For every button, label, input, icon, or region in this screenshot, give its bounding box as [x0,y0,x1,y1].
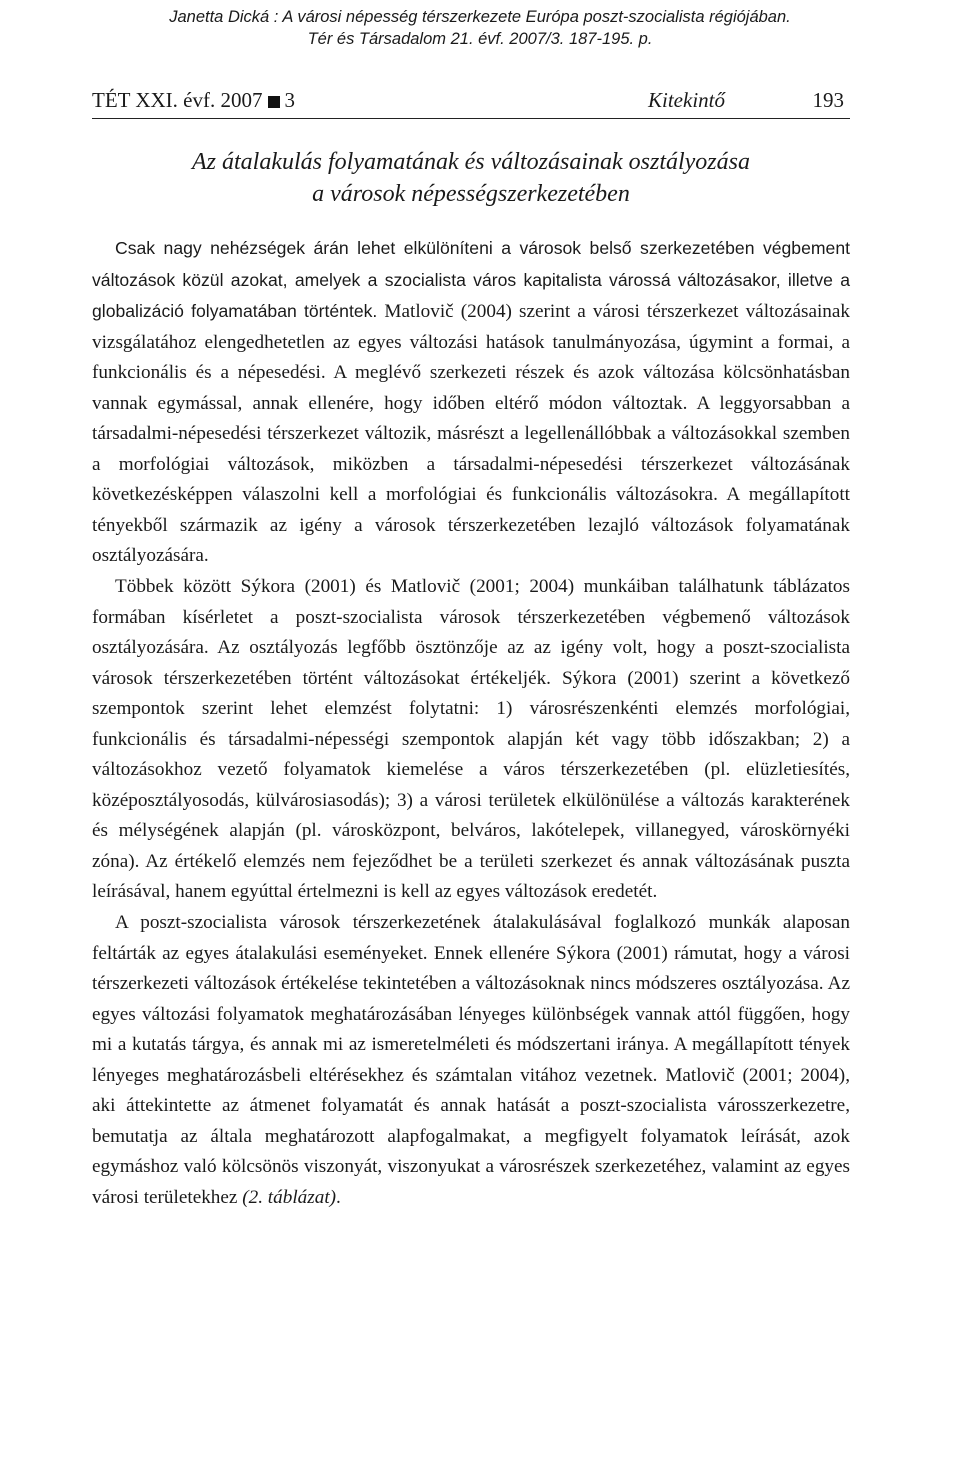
paragraph-1 [92,233,850,572]
paragraph-2 [92,572,850,908]
page-number: 193 [812,88,844,112]
table-reference: (2. táblázat) [242,1186,337,1208]
citation-line-2: Tér és Társadalom 21. évf. 2007/3. 187-195. p. [307,30,653,48]
paragraph-3-text: A poszt-szocialista városok térszerkezetének átalakulásával foglalkozó munkák alaposan feltárták az egyes átalakulási eseményeket. Ennek ellenére Sýkora (2001) rámutat, hogy a városi térszerkezeti változások értékelése tekintetében a változásoknak nincs módszeres osztályozása. Az egyes változási folyamatok meghatározásában lényeges különbségek vannak attól függően, hogy mi a kutatás tárgya, és annak mi az ismeretelméleti és módszertani iránya. A megállapított tények lényeges meghatározásbeli eltérésekhez és számtalan vitához vezetnek. Matlovič (2001; 2004), aki áttekintette az átmenet folyamatát és annak hatását a poszt-szocialista városszerkezetre, bemutatja az általa meghatározott alapfogalmakat, a megfigyelt folyamatok leírását, azok egymáshoz való kölcsönös viszonyát, viszonyukat a városrészek szerkezetéhez, valamint az egyes városi területekhez [92,912,850,1208]
square-bullet-icon [268,96,280,108]
citation-line-1: Janetta Dická : A városi népesség térszerkezete Európa poszt-szocialista régiójában. [169,8,791,26]
title-line-1: Az átalakulás folyamatának és változásainak osztályozása [192,149,750,175]
paragraph-3 [92,908,850,1213]
section-name: Kitekintő [648,88,725,112]
paragraph-2-text: Többek között Sýkora (2001) és Matlovič (2001; 2004) munkáiban találhatunk táblázatos formában kísérletet a poszt-szocialista városok térszerkezetében végbemenő változások osztályozására. Az osztályozás legfőbb ösztönzője az az igény volt, hogy a poszt-szocialista városok térszerkezetében történt változásokat értékeljék. Sýkora (2001) szerint a következő szempontok szerint lehet elemzést folytatni: 1) városrészenkénti elemzés morfológiai, funkcionális és társadalmi-népességi szempontok alapján két vagy több időszakban; 2) a változásokhoz vezető folyamatok kiemelése a város térszerkezetében (pl. elüzletiesítés, középosztályosodás, külvárosiasodás); 3) a városi területek elkülönülése a változás karakterének és mélységének alapján (pl. városközpont, belváros, lakótelepek, villanegyed, városkörnyéki zóna). Az értékelő elemzés nem fejeződhet be a területi szerkezet és annak változásának puszta leírásával, hanem egyúttal értelmezni is kell az egyes változások eredetét. [92,576,850,903]
article-title [92,146,850,210]
journal-issue [92,88,295,113]
journal-name: TÉT XXI. évf. 2007 [92,88,263,112]
paragraph-1-text: Matlovič (2004) szerint a városi térszerkezet változásainak vizsgálatához elengedhetetlen az egyes változási hatások tanulmányozása, úgymint a formai, a funkcionális és a népesedési. A meglévő szerkezeti részek és azok változása kölcsönhatásban vannak egymással, annak ellenére, hogy időben eltérő módon változtak. A leggyorsabban a társadalmi-népesedési térszerkezet változik, másrészt a legellenállóbbak a változásokkal szemben a morfológiai változások, miközben a társadalmi-népesedési térszerkezet változásának következésképpen válaszolni kell a morfológiai és funkcionális változásokra. A megállapított tényekből származik az igény a városok térszerkezetében lezajló változások folyamatának osztályozására. [92,301,850,567]
issue-number: 3 [284,88,295,112]
citation-header [0,6,960,50]
body-text [92,233,850,1214]
paragraph-1-lead: Csak nagy nehézségek árán lehet elkülöníteni a városok belső szerkezetében végbement változások közül azokat, amelyek a szocialista város kapitalista várossá változásakor, illetve a globalizáció folyamatában történtek. [92,238,850,322]
paragraph-3-end: . [336,1186,341,1208]
running-header [92,84,850,119]
title-line-2: a városok népességszerkezetében [312,181,630,207]
